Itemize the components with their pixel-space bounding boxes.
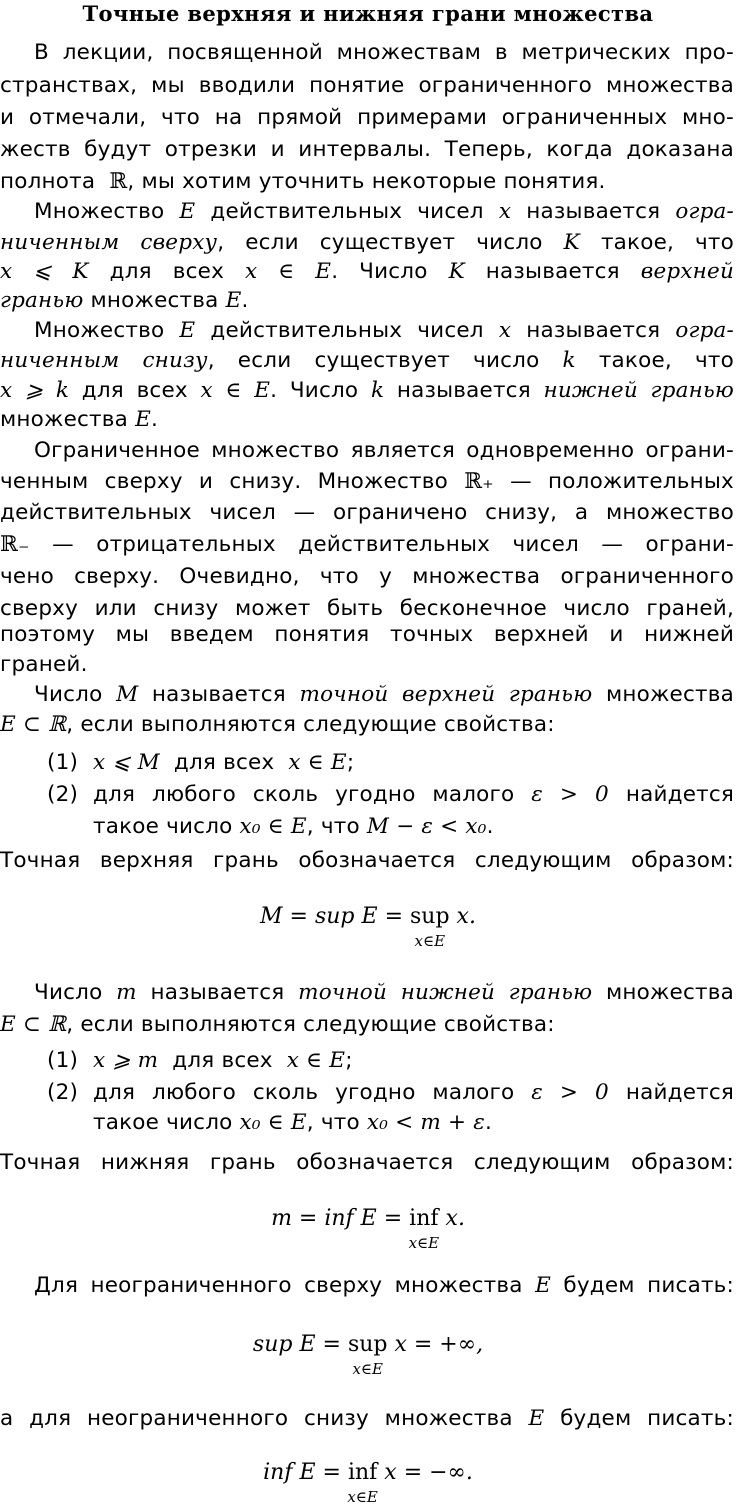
- text-line: граней.: [0, 652, 88, 677]
- text-line: ℝ₋ — отрицательных действительных чисел — ограни-: [0, 532, 734, 557]
- supremum-formula: M = sup E = sup x∈E x.: [260, 904, 476, 950]
- text-line: Точная нижняя грань обозначается следующим образом:: [0, 1150, 734, 1175]
- text-line: сверху или снизу может быть бесконечное число граней,: [0, 596, 734, 621]
- text-line: такое число x₀ ∈ E, что x₀ < m + ε.: [93, 1110, 492, 1135]
- text-line: Множество E действительных чисел x называется огра-: [34, 318, 735, 343]
- text-line: такое число x₀ ∈ E, что M − ε < x₀.: [93, 814, 494, 839]
- reals-symbol: ℝ: [109, 169, 128, 194]
- text-line: x ⩽ K для всех x ∈ E. Число K называется верхней: [0, 259, 734, 284]
- text-line: полнота ℝ, мы хотим уточнить некоторые понятия.: [0, 169, 606, 194]
- negative-reals-symbol: ℝ₋: [0, 532, 30, 557]
- text-line: и отмечали, что на прямой примерами ограниченных мно-: [0, 105, 734, 130]
- text-line: Число M называется точной верхней гранью множества: [34, 682, 734, 707]
- text-line: ниченным сверху, если существует число K такое, что: [0, 230, 735, 255]
- unbounded-sup-formula: sup E = sup x∈E x = +∞,: [252, 1332, 484, 1378]
- text-line: Ограниченное множество является одновременно ограни-: [34, 438, 734, 463]
- document-page: Точные верхняя и нижняя грани множества В лекции, посвященной множествам в метрических про- странствах, мы вводили понятие ограниченного множества и отмечали, что на прямой примерами ограниченных мно- жеств будут отрезки и интервалы. Теперь, когда доказана полнота ℝ, мы хотим уточнить некоторые понятия. Множество E действительных чисел x называется огра- ниченным сверху, если существует число K такое, что x ⩽ K для всех x ∈ E. Число K называется верхней гранью множества E. Множество E действительных чисел x называется огра- ниченным снизу, если существует число k такое, что x ⩾ k для всех x ∈ E. Число k называется нижней гранью множества E. Ограниченное множество является одновременно ограни- ченным сверху и снизу. Множество ℝ₊ — положительных действительных чисел — ограничено снизу, а множество ℝ₋ — отрицательных действительных чисел — ограни- чено сверху. Очевидно, что у множества ограниченного сверху или снизу может быть бесконечное число граней, поэтому мы введем понятия точных верхней и нижней граней. Число M называется точной верхней гранью множества E ⊂ ℝ, если выполняются следующие свойства: (1) x ⩽ M для всех x ∈ E; (2) для любого сколь угодно малого ε > 0 найдется такое число x₀ ∈ E, что M − ε < x₀. Точная верхняя грань обозначается следующим образом: M = sup E = sup x∈E x. Число m называется точной нижней гранью множества E ⊂ ℝ, если выполняются следующие свойства: (1) x ⩾ m для всех x ∈ E; (2) для любого сколь угодно малого ε > 0 найдется такое число x₀ ∈ E, что x₀ < m + ε. Точная нижняя грань обозначается следующим образом: m = inf E = inf x∈E x. Для неограниченного сверху множества E будем писать: sup E = sup x∈E x = +∞, а для неограниченного снизу множества E будем писать: inf E = inf x∈E x = −∞.: [0, 1, 735, 1506]
- text-line: а для неограниченного снизу множества E будем писать:: [0, 1406, 734, 1431]
- text-line: поэтому мы введем понятия точных верхней и нижней: [0, 622, 734, 647]
- text-line: Множество E действительных чисел x называется огра-: [34, 199, 735, 224]
- text-line: гранью множества E.: [0, 288, 249, 313]
- positive-reals-symbol: ℝ₊: [464, 469, 494, 494]
- text-line: ченным сверху и снизу. Множество ℝ₊ — положительных: [0, 469, 734, 494]
- page-title: Точные верхняя и нижняя грани множества: [82, 1, 654, 26]
- text-line: ниченным снизу, если существует число k такое, что: [0, 348, 734, 373]
- text-line: E ⊂ ℝ, если выполняются следующие свойства:: [0, 1012, 555, 1037]
- text-line: чено сверху. Очевидно, что у множества ограниченного: [0, 564, 734, 589]
- text-line: множества E.: [0, 407, 159, 432]
- text-line: Для неограниченного сверху множества E будем писать:: [34, 1273, 734, 1298]
- infimum-formula: m = inf E = inf x∈E x.: [271, 1206, 465, 1252]
- text-line: Число m называется точной нижней гранью множества: [34, 980, 734, 1005]
- text-line: E ⊂ ℝ, если выполняются следующие свойства:: [0, 712, 555, 737]
- text-line: жеств будут отрезки и интервалы. Теперь, когда доказана: [0, 137, 734, 162]
- text-line: Точная верхняя грань обозначается следующим образом:: [0, 848, 734, 873]
- text-line: странствах, мы вводили понятие ограниченного множества: [0, 73, 734, 98]
- text-line: действительных чисел — ограничено снизу, а множество: [0, 500, 734, 525]
- unbounded-inf-formula: inf E = inf x∈E x = −∞.: [263, 1460, 473, 1506]
- text-line: В лекции, посвященной множествам в метрических про-: [34, 40, 734, 65]
- text-line: x ⩾ k для всех x ∈ E. Число k называется нижней гранью: [0, 378, 734, 403]
